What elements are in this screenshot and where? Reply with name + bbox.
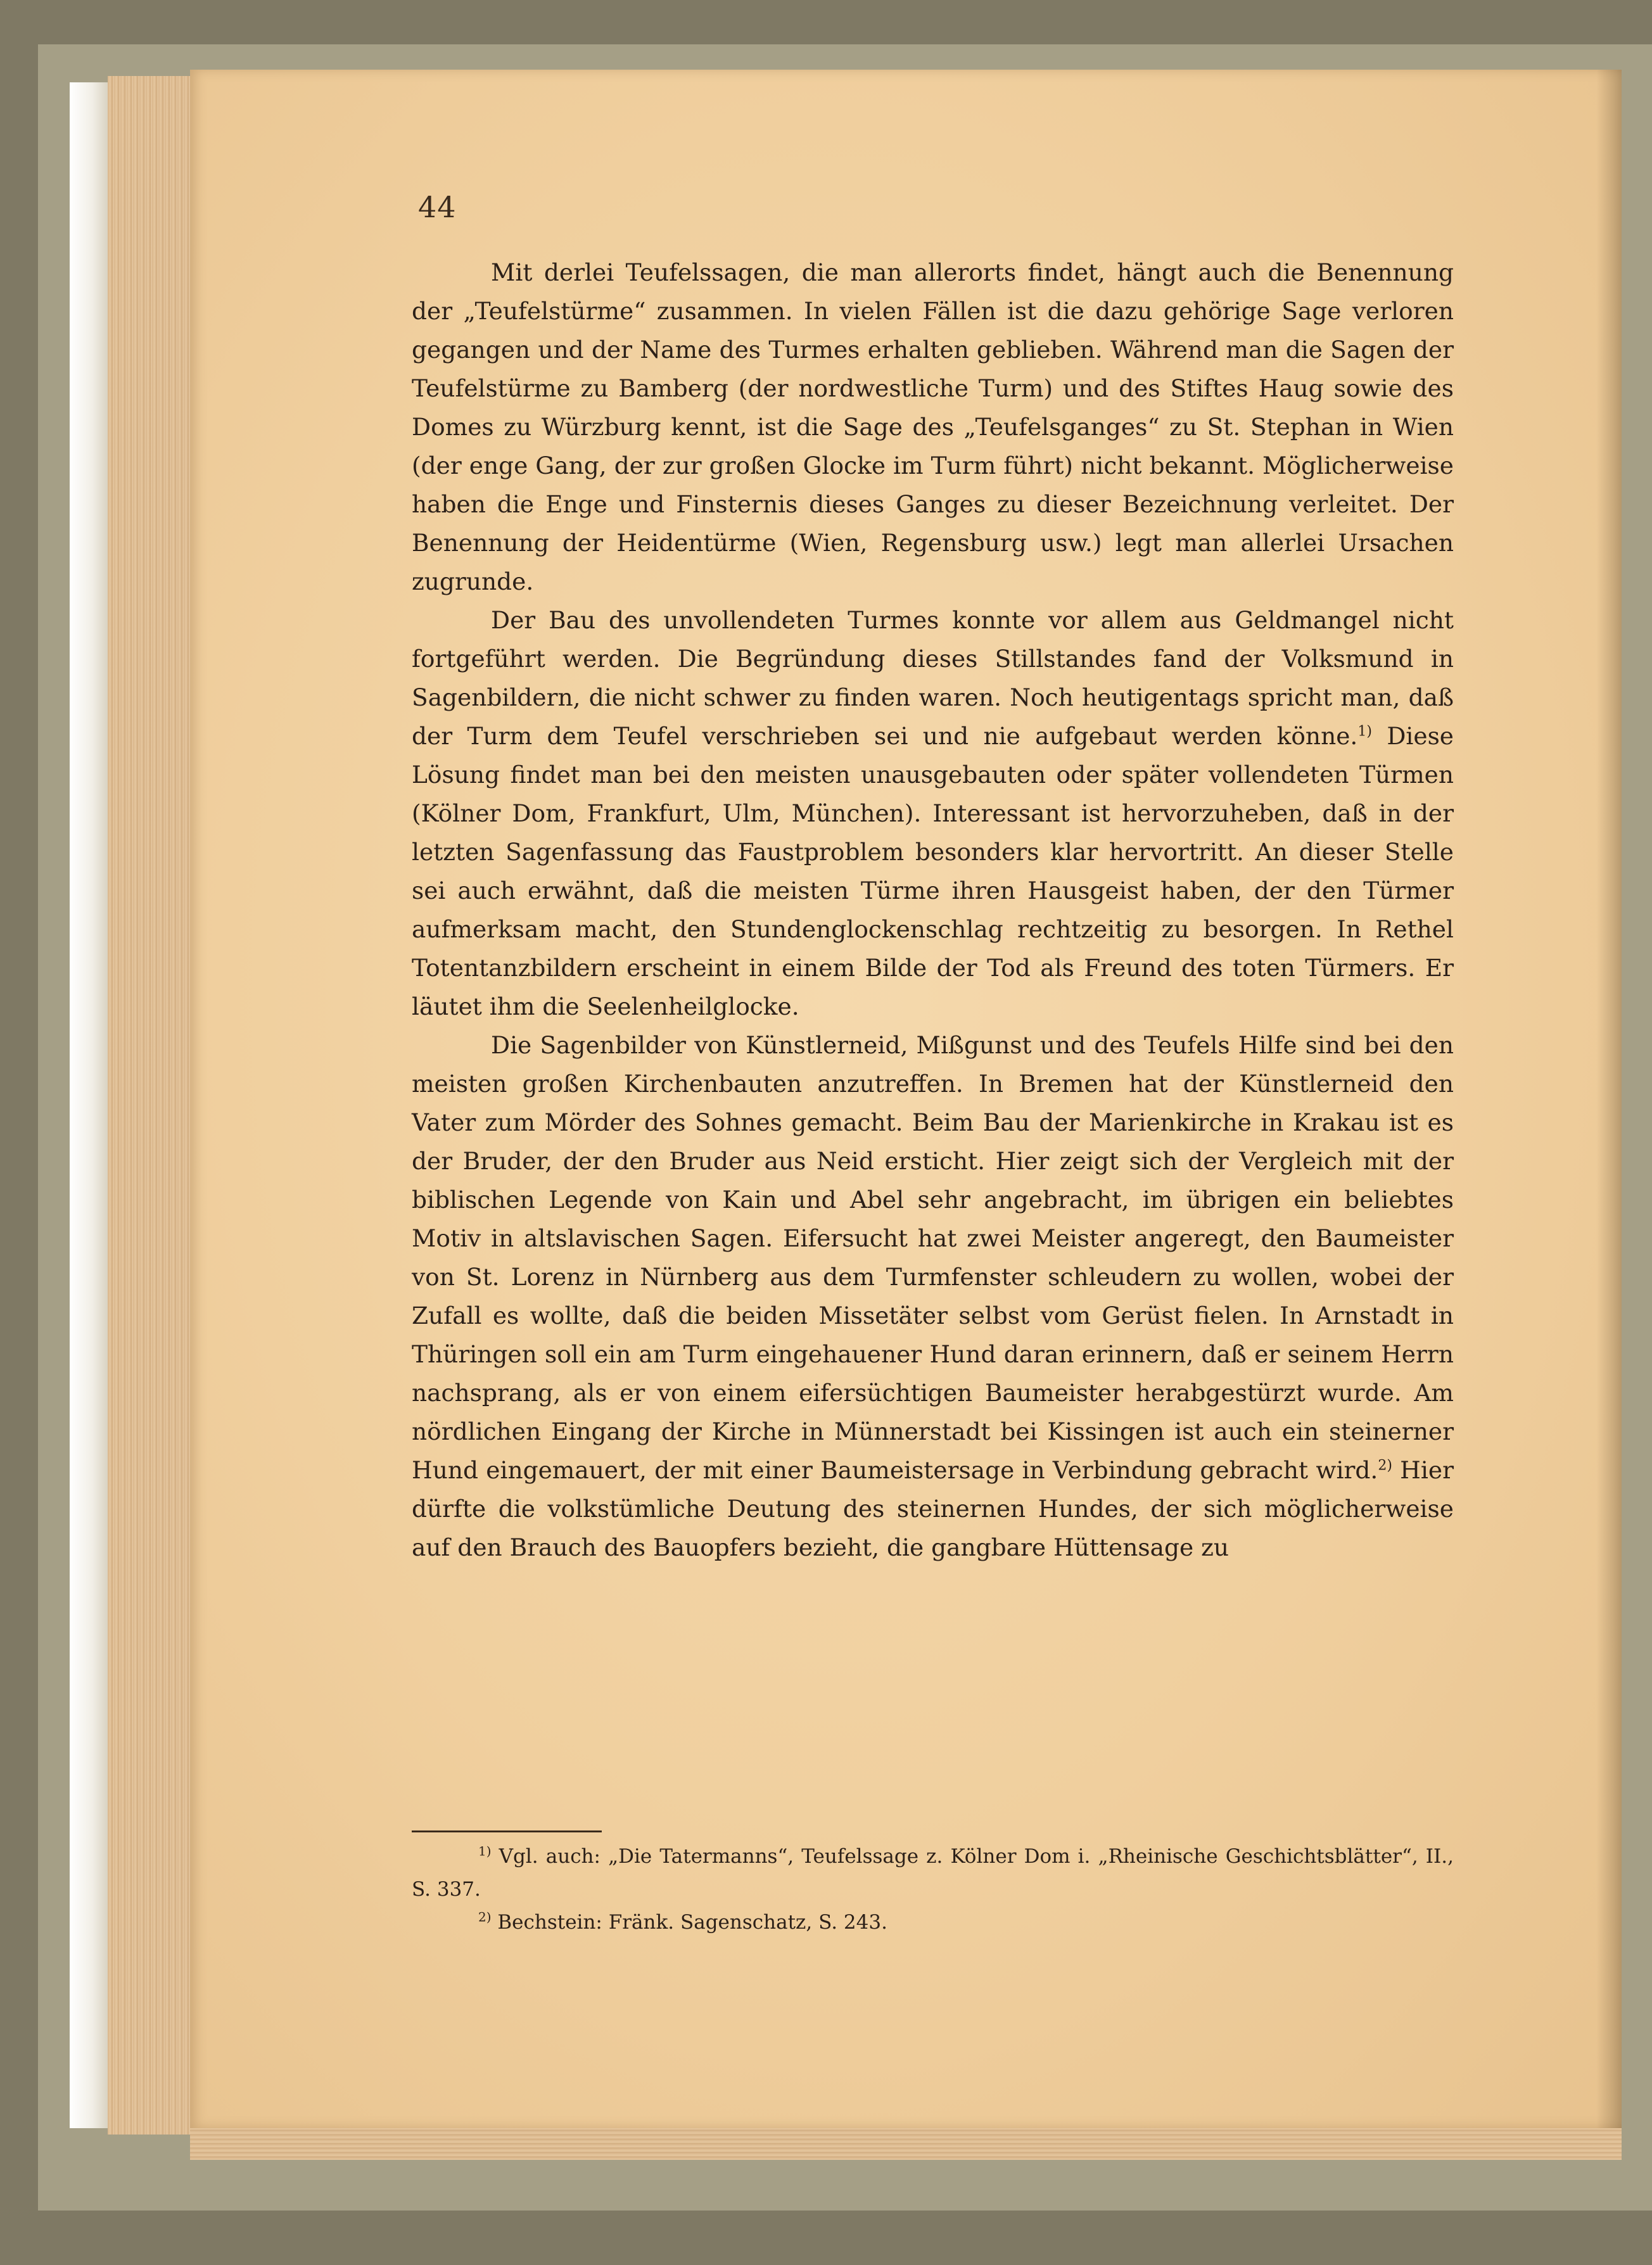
cover-edge — [70, 82, 108, 2128]
page-number: 44 — [418, 190, 457, 224]
footnote-ref-1: 1) — [1357, 723, 1372, 740]
paragraph-2-text-b: Diese Lösung findet man bei den meisten unausgebauten oder später vollendeten Türmen (Kölner Dom, Frankfurt, Ulm, München). Interessant ist hervorzuheben, daß in der letzten Sagenfassung das Faustproblem besonders klar hervortritt. An dieser Stelle sei auch erwähnt, daß die meisten Türme ihren Hausgeist haben, der den Türmer aufmerksam macht, den Stundenglockenschlag rechtzeitig zu besorgen. In Rethel Totentanzbildern erscheint in einem Bilde der Tod als Freund des toten Türmers. Er läutet ihm die Seelenheilglocke. — [412, 722, 1454, 1020]
paragraph-3-text-a: Die Sagenbilder von Künstlerneid, Mißgunst und des Teufels Hilfe sind bei den meisten großen Kirchenbauten anzutreffen. In Bremen hat der Künstlerneid den Vater zum Mörder des Sohnes gemacht. Beim Bau der Marienkirche in Krakau ist es der Bruder, der den Bruder aus Neid ersticht. Hier zeigt sich der Vergleich mit der biblischen Legende von Kain und Abel sehr angebracht, im übrigen ein beliebtes Motiv in altslavischen Sagen. Eifersucht hat zwei Meister angeregt, den Baumeister von St. Lorenz in Nürnberg aus dem Turmfenster schleudern zu wollen, wobei der Zufall es wollte, daß die beiden Missetäter selbst vom Gerüst fielen. In Arnstadt in Thüringen soll ein am Turm eingehauener Hund daran erinnern, daß er seinem Herrn nachsprang, als er von einem eifersüchtigen Baumeister herabgestürzt wurde. Am nördlichen Eingang der Kirche in Münnerstadt bei Kissingen ist auch ein steinerner Hund eingemauert, der mit einer Baumeistersage in Verbindung gebracht wird. — [412, 1031, 1454, 1484]
paragraph-1: Mit derlei Teufelssagen, die man allerorts findet, hängt auch die Benennung der „Teufelstürme“ zusammen. In vielen Fällen ist die dazu gehörige Sage verloren gegangen und der Name des Turmes erhalten geblieben. Während man die Sagen der Teufelstürme zu Bamberg (der nordwestliche Turm) und des Stiftes Haug sowie des Domes zu Würzburg kennt, ist die Sage des „Teufelsganges“ zu St. Stephan in Wien (der enge Gang, der zur großen Glocke im Turm führt) nicht bekannt. Möglicherweise haben die Enge und Finsternis dieses Ganges zu dieser Bezeichnung verleitet. Der Benennung der Heidentürme (Wien, Regensburg usw.) legt man allerlei Ursachen zugrunde. — [412, 258, 1454, 595]
gutter-shadow — [1596, 70, 1622, 2128]
footnotes — [412, 1840, 1454, 1939]
paragraph-3-text-b: Hier dürfte die volkstümliche Deutung des steinernen Hundes, der sich möglicherweise auf den Brauch des Bauopfers bezieht, die gangbare Hüttensage zu — [412, 1456, 1454, 1561]
footnote-2 — [412, 1906, 1454, 1939]
footnote-divider — [412, 1830, 602, 1832]
paragraph-3 — [412, 1026, 1454, 1567]
paragraph-2-text-a: Der Bau des unvollendeten Turmes konnte vor allem aus Geldmangel nicht fortgeführt werden. Die Begründung dieses Stillstandes fand der Volksmund in Sagenbildern, die nicht schwer zu finden waren. Noch heutigentags spricht man, daß der Turm dem Teufel verschrieben sei und nie aufgebaut werden könne. — [412, 606, 1454, 750]
footnote-2-text: Bechstein: Fränk. Sagenschatz, S. 243. — [491, 1911, 887, 1934]
footnote-1 — [412, 1840, 1454, 1906]
footnote-1-text: Vgl. auch: „Die Tatermanns“, Teufelssage z. Kölner Dom i. „Rheinische Geschichtsblätter“, II., S. 337. — [412, 1845, 1454, 1901]
footnote-marker-1: 1) — [478, 1843, 492, 1859]
paragraph-2 — [412, 601, 1454, 1026]
footnote-marker-2: 2) — [478, 1909, 492, 1925]
body-text — [412, 253, 1454, 1567]
page-stack-edge — [108, 76, 196, 2135]
footnote-ref-2: 2) — [1378, 1457, 1392, 1474]
